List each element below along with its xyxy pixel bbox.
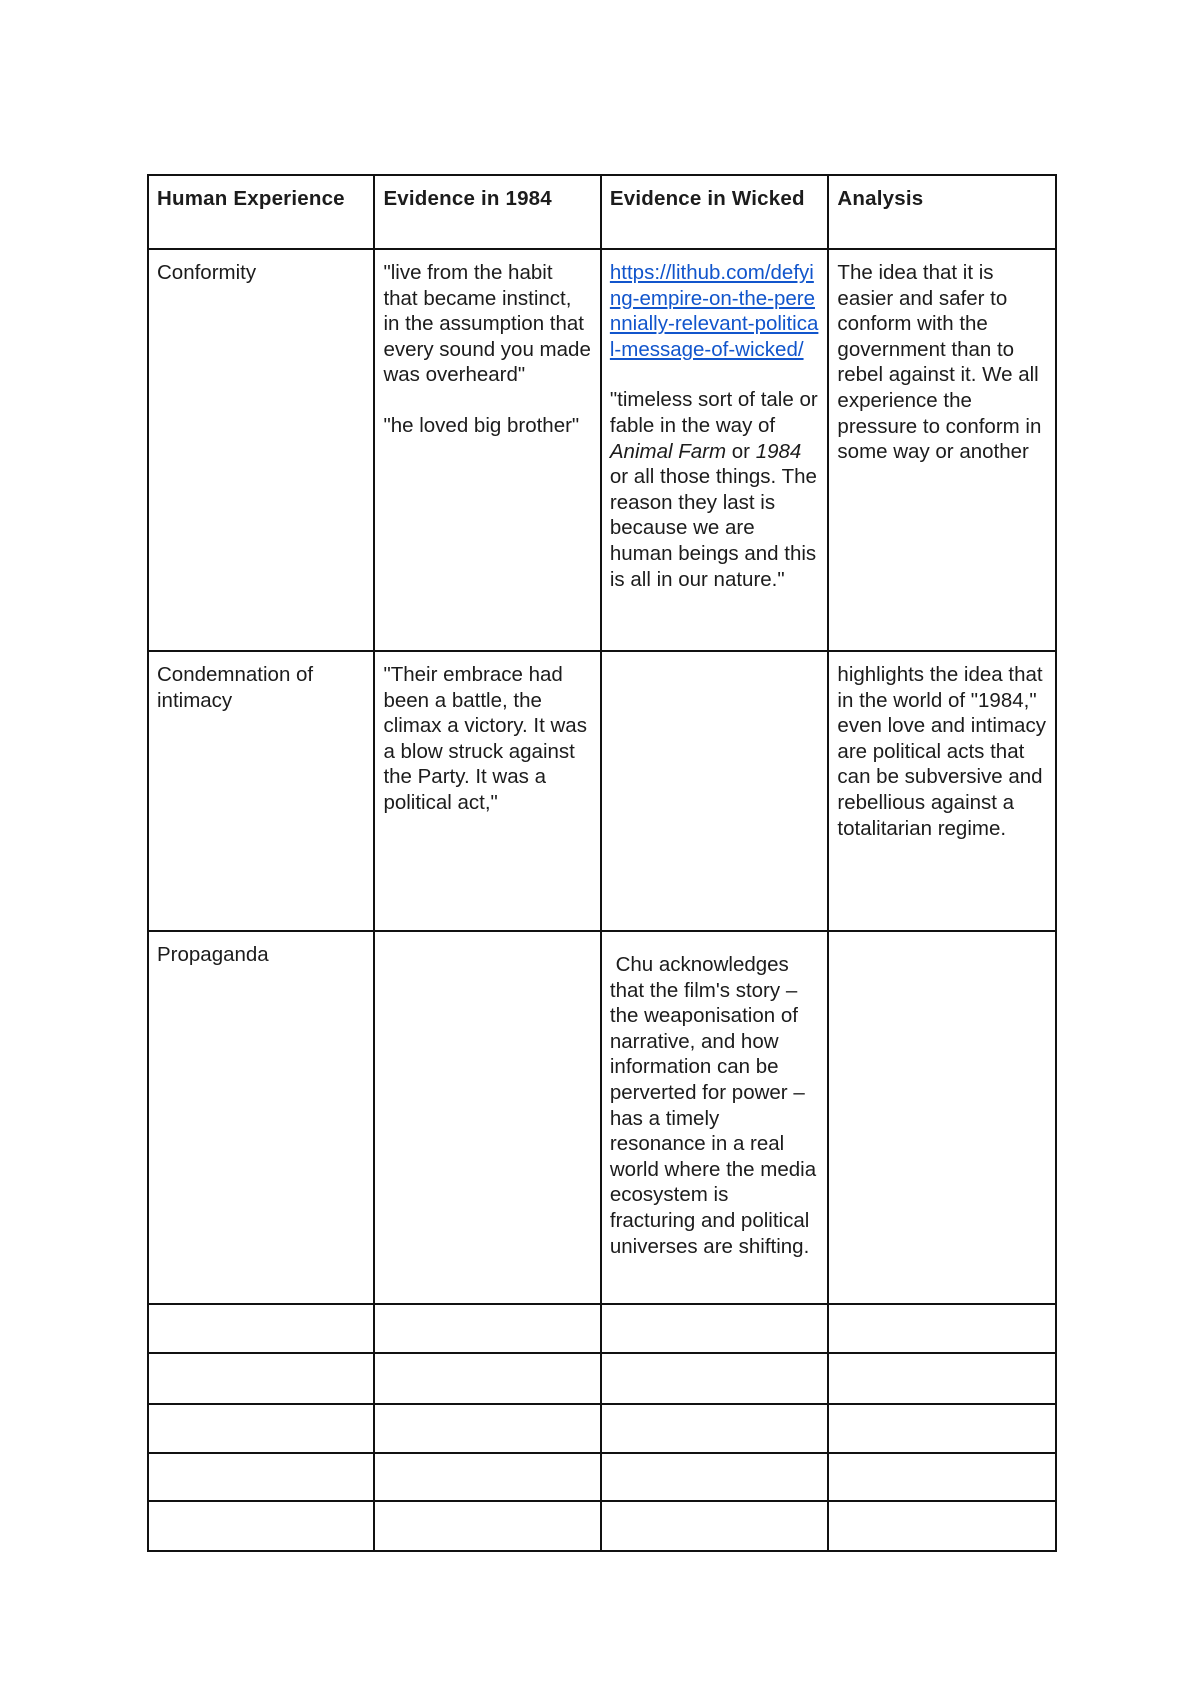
cell-evidence-wicked: Chu acknowledges that the film's story – the weaponisation of narrative, and how information can be perverted for power – has a timely resonance in a real world where the media ecosystem is fracturing and political universes are shifting. bbox=[601, 931, 829, 1304]
quote-paragraph bbox=[610, 387, 820, 592]
header-evidence-wicked: Evidence in Wicked bbox=[601, 175, 829, 249]
cell-experience: Propaganda bbox=[148, 931, 374, 1304]
empty-cell bbox=[374, 1304, 600, 1353]
empty-cell bbox=[148, 1404, 374, 1453]
cell-analysis bbox=[828, 931, 1056, 1304]
cell-evidence-wicked bbox=[601, 651, 829, 931]
empty-cell bbox=[601, 1353, 829, 1404]
empty-cell bbox=[148, 1304, 374, 1353]
cell-evidence-1984 bbox=[374, 931, 600, 1304]
empty-cell bbox=[148, 1353, 374, 1404]
table-row-empty bbox=[148, 1404, 1056, 1453]
quote-text: or all those things. The reason they last is because we are human beings and this is all in our nature." bbox=[609, 465, 817, 591]
table-row-conformity bbox=[148, 249, 1056, 651]
quote-paragraph: "live from the habit that became instinct, in the assumption that every sound you made was overheard" bbox=[383, 261, 591, 387]
empty-cell bbox=[828, 1404, 1056, 1453]
header-human-experience: Human Experience bbox=[148, 175, 374, 249]
cell-evidence-1984 bbox=[374, 249, 600, 651]
empty-cell bbox=[828, 1453, 1056, 1501]
empty-cell bbox=[148, 1453, 374, 1501]
quote-title-italic: Animal Farm bbox=[609, 439, 727, 463]
empty-cell bbox=[828, 1501, 1056, 1551]
table-row-empty bbox=[148, 1304, 1056, 1353]
cell-experience: Conformity bbox=[148, 249, 374, 651]
table-row-empty bbox=[148, 1501, 1056, 1551]
header-evidence-1984: Evidence in 1984 bbox=[374, 175, 600, 249]
empty-cell bbox=[601, 1404, 829, 1453]
empty-cell bbox=[374, 1501, 600, 1551]
cell-analysis: highlights the idea that in the world of "1984," even love and intimacy are political acts that can be subversive and rebellious against a totalitarian regime. bbox=[828, 651, 1056, 931]
empty-cell bbox=[601, 1453, 829, 1501]
empty-cell bbox=[374, 1353, 600, 1404]
cell-analysis: The idea that it is easier and safer to conform with the government than to rebel against it. We all experience the pressure to conform in some way or another bbox=[828, 249, 1056, 651]
empty-cell bbox=[601, 1304, 829, 1353]
quote-text: "timeless sort of tale or fable in the way of bbox=[609, 388, 818, 437]
table-row-intimacy bbox=[148, 651, 1056, 931]
quote-text: or bbox=[726, 439, 756, 463]
table-row-propaganda bbox=[148, 931, 1056, 1304]
cell-experience: Condemnation of intimacy bbox=[148, 651, 374, 931]
empty-cell bbox=[828, 1353, 1056, 1404]
quote-paragraph: "he loved big brother" bbox=[383, 413, 580, 437]
cell-evidence-1984: "Their embrace had been a battle, the climax a victory. It was a blow struck against the Party. It was a political act," bbox=[374, 651, 600, 931]
empty-cell bbox=[374, 1404, 600, 1453]
empty-cell bbox=[374, 1453, 600, 1501]
empty-cell bbox=[148, 1501, 374, 1551]
header-analysis: Analysis bbox=[828, 175, 1056, 249]
quote-title-italic: 1984 bbox=[755, 439, 802, 463]
cell-evidence-wicked bbox=[601, 249, 829, 651]
table-row-empty bbox=[148, 1453, 1056, 1501]
table-row-empty bbox=[148, 1353, 1056, 1404]
table-header-row bbox=[148, 175, 1056, 249]
empty-cell bbox=[828, 1304, 1056, 1353]
source-link[interactable]: https://lithub.com/defying-empire-on-the-perennially-relevant-political-message-of-wicked/ bbox=[609, 261, 819, 361]
source-paragraph bbox=[610, 260, 820, 362]
empty-cell bbox=[601, 1501, 829, 1551]
comparison-table bbox=[147, 174, 1057, 1552]
